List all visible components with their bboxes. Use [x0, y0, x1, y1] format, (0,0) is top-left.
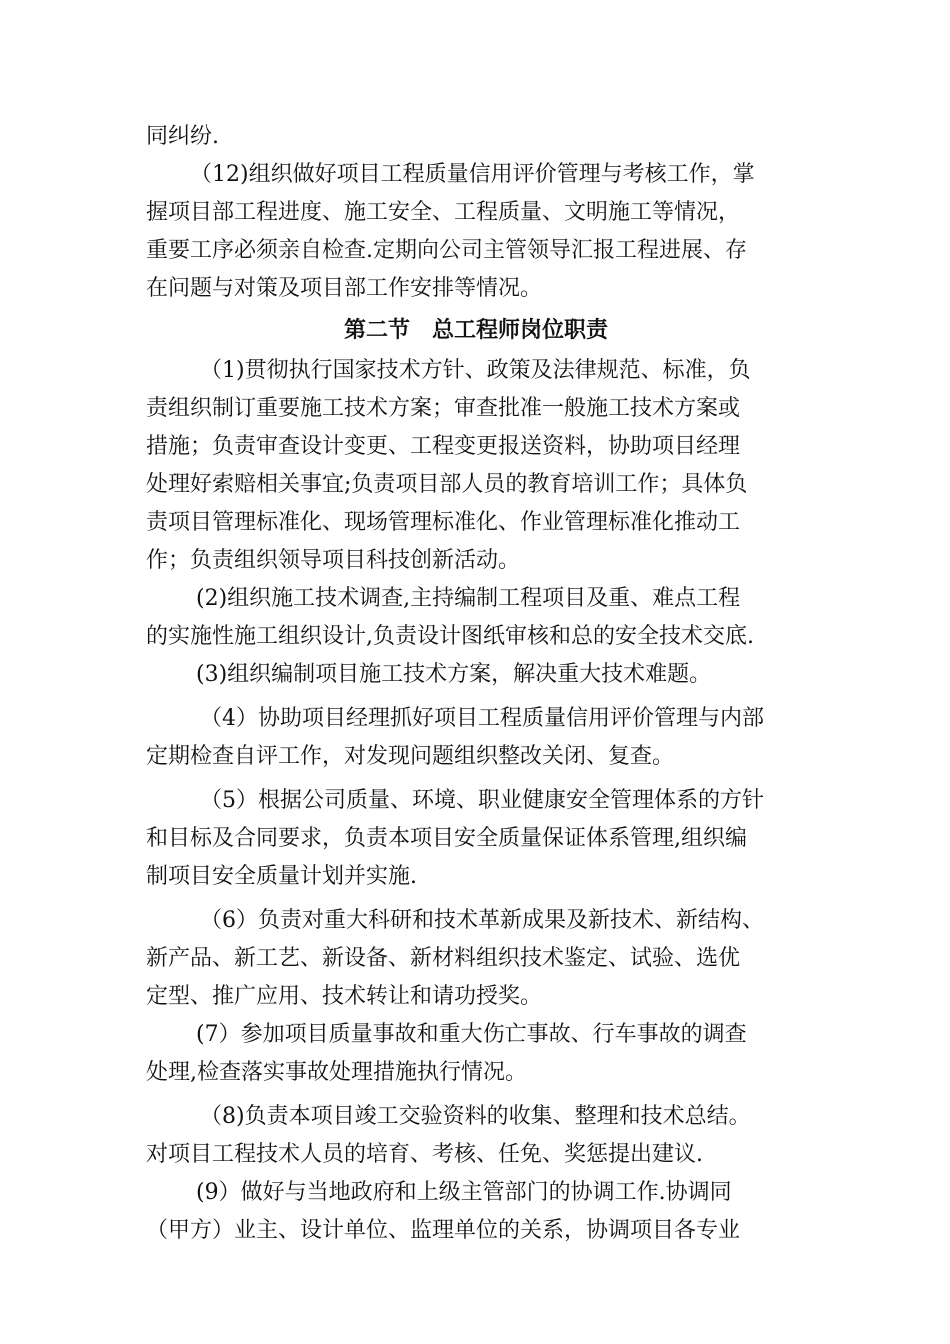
- text-line: 重要工序必须亲自检查.定期向公司主管领导汇报工程进展、存: [146, 238, 747, 263]
- text-line: 处理,检查落实事故处理措施执行情况。: [146, 1060, 527, 1085]
- text-line: (2)组织施工技术调查,主持编制工程项目及重、难点工程: [196, 586, 741, 611]
- text-line: （8)负责本项目竣工交验资料的收集、整理和技术总结。: [200, 1104, 751, 1129]
- text-line: 握项目部工程进度、施工安全、工程质量、文明施工等情况，: [146, 200, 741, 225]
- duty-item-5: [146, 782, 806, 896]
- duty-item-4: [146, 700, 806, 776]
- text-line: 作；负责组织领导项目科技创新活动。: [146, 548, 521, 573]
- text-line: 新产品、新工艺、新设备、新材料组织技术鉴定、试验、选优: [146, 946, 741, 971]
- text-line: 在问题与对策及项目部工作安排等情况。: [146, 276, 543, 301]
- text-line: （1)贯彻执行国家技术方针、政策及法律规范、标准，负: [200, 358, 751, 383]
- text-line: 同纠纷.: [146, 124, 219, 149]
- duty-item-3: [146, 656, 806, 694]
- text-line: 的实施性施工组织设计,负责设计图纸审核和总的安全技术交底.: [146, 624, 754, 649]
- text-line: 制项目安全质量计划并实施.: [146, 864, 417, 889]
- duty-item-6: [146, 902, 806, 1016]
- duty-item-1: [146, 352, 806, 580]
- duty-item-7: [146, 1016, 806, 1092]
- text-line: 责项目管理标准化、现场管理标准化、作业管理标准化推动工: [146, 510, 741, 535]
- document-body: [146, 118, 806, 1250]
- text-line: （甲方）业主、设计单位、监理单位的关系，协调项目各专业: [146, 1218, 741, 1243]
- duty-item-9: [146, 1174, 806, 1250]
- text-line: 措施；负责审查设计变更、工程变更报送资料，协助项目经理: [146, 434, 741, 459]
- text-line: 定型、推广应用、技术转让和请功授奖。: [146, 984, 543, 1009]
- text-line: 对项目工程技术人员的培育、考核、任免、奖惩提出建议.: [146, 1142, 703, 1167]
- text-line: （4）协助项目经理抓好项目工程质量信用评价管理与内部: [200, 706, 764, 731]
- text-line: （6）负责对重大科研和技术革新成果及新技术、新结构、: [200, 908, 764, 933]
- text-line: 定期检查自评工作，对发现问题组织整改关闭、复查。: [146, 744, 675, 769]
- paragraph-item-12: [146, 156, 806, 308]
- text-line: 处理好索赔相关事宜;负责项目部人员的教育培训工作；具体负: [146, 472, 748, 497]
- section-heading: 第二节 总工程师岗位职责: [343, 317, 608, 343]
- text-line: 责组织制订重要施工技术方案；审查批准一般施工技术方案或: [146, 396, 741, 421]
- duty-item-8: [146, 1098, 806, 1174]
- text-line: (3)组织编制项目施工技术方案，解决重大技术难题。: [196, 662, 712, 687]
- text-line: (7）参加项目质量事故和重大伤亡事故、行车事故的调查: [196, 1022, 747, 1047]
- duty-item-2: [146, 580, 806, 656]
- text-line: （12)组织做好项目工程质量信用评价管理与考核工作，掌: [190, 162, 755, 187]
- text-line: （5）根据公司质量、环境、职业健康安全管理体系的方针: [200, 788, 764, 813]
- text-line: 和目标及合同要求，负责本项目安全质量保证体系管理,组织编: [146, 826, 747, 851]
- text-line: (9）做好与当地政府和上级主管部门的协调工作.协调同: [196, 1180, 732, 1205]
- paragraph-continuation: [146, 118, 806, 156]
